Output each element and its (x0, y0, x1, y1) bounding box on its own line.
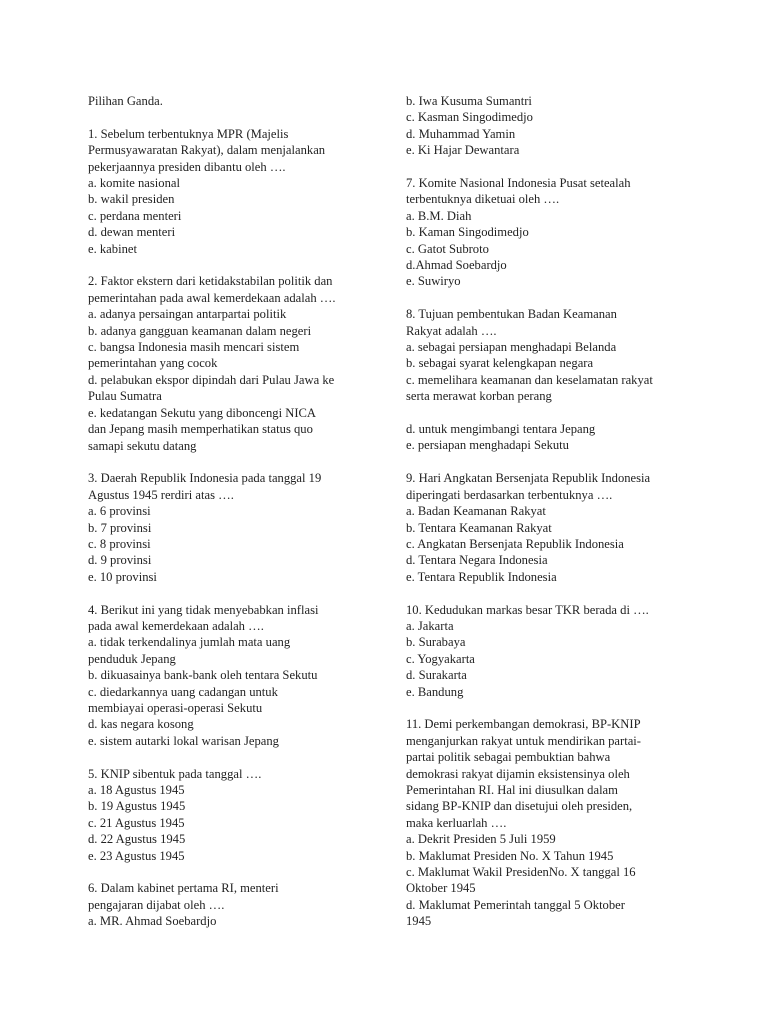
question-block (406, 716, 696, 929)
answer-option: d. pelabukan ekspor dipindah dari Pulau Jawa ke (88, 372, 335, 387)
question-text: maka kerluarlah …. (406, 815, 507, 830)
question-block (406, 470, 696, 585)
answer-option: c. 8 provinsi (88, 536, 151, 551)
answer-option: b. 19 Agustus 1945 (88, 799, 186, 814)
answer-option: dan Jepang masih memperhatikan status quo (88, 422, 313, 437)
question-text: Rakyat adalah …. (406, 323, 497, 338)
answer-option: c. diedarkannya uang cadangan untuk (88, 684, 278, 699)
question-text: pengajaran dijabat oleh …. (88, 897, 225, 912)
answer-option: samapi sekutu datang (88, 438, 197, 453)
answer-option: b. Iwa Kusuma Sumantri (406, 94, 532, 108)
answer-option: e. kedatangan Sekutu yang diboncengi NICA (88, 405, 317, 420)
question-block (406, 93, 696, 159)
answer-option: a. Dekrit Presiden 5 Juli 1959 (406, 832, 556, 847)
answer-option: d. Maklumat Pemerintah tanggal 5 Oktober (406, 897, 625, 912)
answer-option: c. Gatot Subroto (406, 241, 489, 256)
left-column (88, 93, 378, 946)
question-text: 6. Dalam kabinet pertama RI, menteri (88, 881, 279, 896)
answer-option: d. 9 provinsi (88, 553, 152, 568)
answer-option: a. MR. Ahmad Soebardjo (88, 914, 217, 929)
question-text: sidang BP-KNIP dan disetujui oleh presiden, (406, 799, 633, 814)
answer-option: d. Surakarta (406, 668, 467, 683)
answer-option: a. 6 provinsi (88, 504, 151, 519)
answer-option: a. 18 Agustus 1945 (88, 782, 185, 797)
answer-option: e. Ki Hajar Dewantara (406, 143, 520, 158)
answer-option: b. Tentara Keamanan Rakyat (406, 520, 552, 535)
question-text: 2. Faktor ekstern dari ketidakstabilan politik dan (88, 274, 333, 289)
question-block (406, 175, 696, 290)
question-text: Agustus 1945 rerdiri atas …. (88, 487, 234, 502)
answer-option: d. dewan menteri (88, 225, 176, 240)
question-text: Permusyawaratan Rakyat), dalam menjalankan (88, 143, 326, 158)
answer-option: a. Badan Keamanan Rakyat (406, 504, 546, 519)
answer-option: d. untuk mengimbangi tentara Jepang (406, 422, 596, 437)
question-text: diperingati berdasarkan terbentuknya …. (406, 487, 613, 502)
answer-option: c. memelihara keamanan dan keselamatan rakyat (406, 372, 653, 387)
question-text: 3. Daerah Republik Indonesia pada tanggal 19 (88, 471, 322, 486)
question-block (88, 602, 378, 750)
question-text: pemerintahan pada awal kemerdekaan adalah …. (88, 290, 336, 305)
answer-option: d. Muhammad Yamin (406, 126, 516, 141)
question-text: 1. Sebelum terbentuknya MPR (Majelis (88, 126, 289, 141)
answer-option: e. persiapan menghadapi Sekutu (406, 438, 569, 453)
question-block (406, 306, 696, 454)
answer-option: penduduk Jepang (88, 651, 176, 666)
answer-option: membiayai operasi-operasi Sekutu (88, 700, 263, 715)
question-block (88, 126, 378, 257)
right-column (406, 93, 696, 946)
blank-line (406, 405, 696, 421)
answer-option: b. 7 provinsi (88, 520, 152, 535)
answer-option: b. Maklumat Presiden No. X Tahun 1945 (406, 848, 614, 863)
answer-option: d. kas negara kosong (88, 717, 194, 732)
answer-option: c. Yogyakarta (406, 651, 475, 666)
answer-option: b. dikuasainya bank-bank oleh tentara Sekutu (88, 668, 318, 683)
question-block (88, 766, 378, 864)
answer-option: d. Tentara Negara Indonesia (406, 553, 548, 568)
question-text: demokrasi rakyat dijamin eksistensinya oleh (406, 766, 630, 781)
answer-option: e. Tentara Republik Indonesia (406, 569, 557, 584)
answer-option: e. Bandung (406, 684, 464, 699)
page-title: Pilihan Ganda. (88, 94, 163, 108)
answer-option: b. sebagai syarat kelengkapan negara (406, 356, 594, 371)
right-question-list (406, 93, 696, 930)
question-text: terbentuknya diketuai oleh …. (406, 192, 560, 207)
answer-option: b. wakil presiden (88, 192, 175, 207)
question-text: 7. Komite Nasional Indonesia Pusat setealah (406, 176, 631, 191)
answer-option: c. perdana menteri (88, 208, 182, 223)
answer-option: e. sistem autarki lokal warisan Jepang (88, 733, 279, 748)
answer-option: d.Ahmad Soebardjo (406, 258, 507, 273)
question-block (406, 602, 696, 700)
answer-option: b. Kaman Singodimedjo (406, 225, 529, 240)
answer-option: pemerintahan yang cocok (88, 356, 218, 371)
question-text: pada awal kemerdekaan adalah …. (88, 618, 264, 633)
answer-option: b. Surabaya (406, 635, 466, 650)
answer-option: e. kabinet (88, 241, 137, 256)
question-text: Pemerintahan RI. Hal ini diusulkan dalam (406, 782, 618, 797)
left-question-list (88, 126, 378, 930)
answer-option: a. adanya persaingan antarpartai politik (88, 307, 287, 322)
question-text: 8. Tujuan pembentukan Badan Keamanan (406, 307, 617, 322)
answer-option: serta merawat korban perang (406, 389, 552, 404)
answer-option: a. B.M. Diah (406, 208, 472, 223)
answer-option: d. 22 Agustus 1945 (88, 832, 186, 847)
question-block (88, 470, 378, 585)
question-text: 4. Berikut ini yang tidak menyebabkan inflasi (88, 602, 319, 617)
question-text: 10. Kedudukan markas besar TKR berada di …. (406, 602, 649, 617)
answer-option: c. Maklumat Wakil PresidenNo. X tanggal 16 (406, 865, 636, 879)
answer-option: Pulau Sumatra (88, 389, 162, 404)
answer-option: a. komite nasional (88, 176, 180, 191)
answer-option: e. 10 provinsi (88, 569, 157, 584)
question-text: pekerjaannya presiden dibantu oleh …. (88, 159, 286, 174)
question-block (88, 273, 378, 453)
answer-option: e. 23 Agustus 1945 (88, 848, 185, 863)
question-block (88, 880, 378, 929)
answer-option: b. adanya gangguan keamanan dalam negeri (88, 323, 312, 338)
question-text: menganjurkan rakyat untuk mendirikan partai- (406, 733, 642, 748)
question-text: 9. Hari Angkatan Bersenjata Republik Indonesia (406, 471, 651, 486)
answer-option: c. bangsa Indonesia masih mencari sistem (88, 340, 300, 355)
answer-option: e. Suwiryo (406, 274, 461, 289)
answer-option: a. sebagai persiapan menghadapi Belanda (406, 340, 617, 355)
question-text: 5. KNIP sibentuk pada tanggal …. (88, 766, 262, 781)
answer-option: c. Kasman Singodimedjo (406, 110, 533, 125)
answer-option: Oktober 1945 (406, 881, 476, 896)
answer-option: c. 21 Agustus 1945 (88, 815, 185, 830)
answer-option: c. Angkatan Bersenjata Republik Indonesia (406, 536, 624, 551)
answer-option: a. Jakarta (406, 618, 454, 633)
question-text: 11. Demi perkembangan demokrasi, BP-KNIP (406, 717, 641, 732)
answer-option: a. tidak terkendalinya jumlah mata uang (88, 635, 291, 650)
answer-option: 1945 (406, 914, 432, 929)
question-text: partai politik sebagai pembuktian bahwa (406, 750, 611, 765)
